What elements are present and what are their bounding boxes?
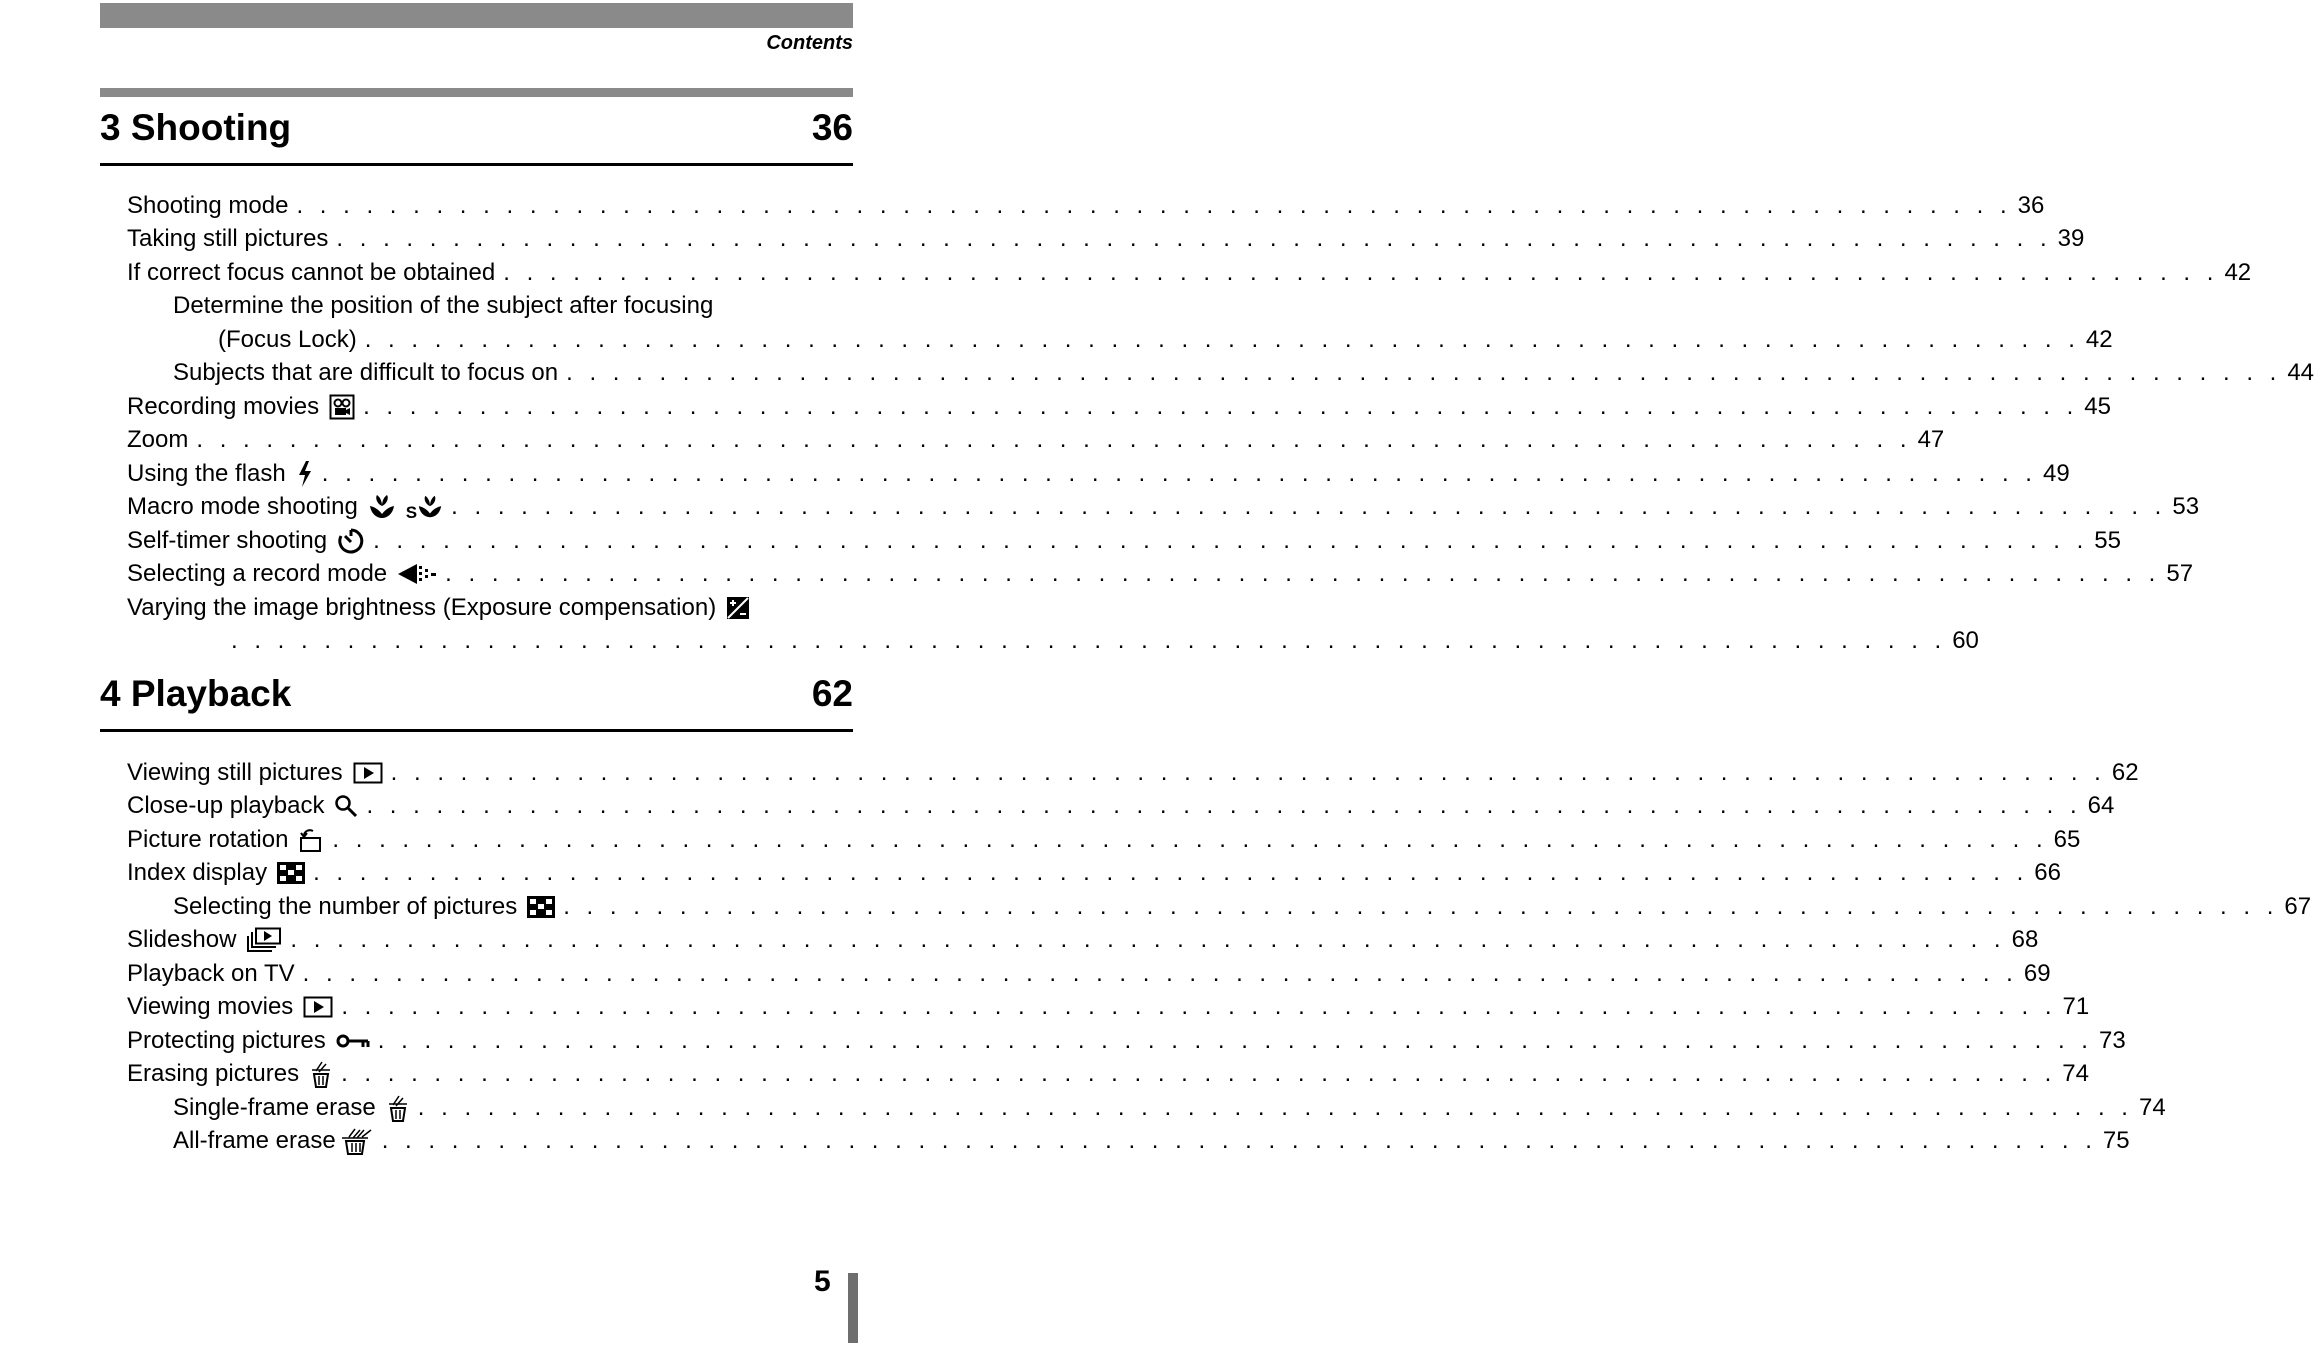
header-bar [100, 3, 853, 28]
entry-page: 42 [2085, 325, 2113, 353]
toc-subentry[interactable] [127, 1125, 2130, 1159]
dot-leader: . . . . . . . . . . . . . . . . . . . . . . . . . . . . . . . . . . . . . . . . . . . . . . . . . . . . . . . . . . . . . . . . . . . . . . . . . . [341, 993, 2057, 1021]
entry-page: 66 [2034, 859, 2061, 887]
entry-page: 45 [2084, 392, 2111, 420]
playback-icon [353, 762, 383, 784]
entry-label: Zoom [127, 426, 189, 454]
toc-list-playback [127, 756, 2312, 1158]
playback-icon [303, 996, 333, 1018]
flash-icon [296, 460, 314, 488]
entry-page: 62 [2111, 758, 2139, 786]
entry-page: 65 [2053, 825, 2081, 853]
record-mode-icon [397, 562, 437, 586]
dot-leader: . . . . . . . . . . . . . . . . . . . . . . . . . . . . . . . . . . . . . . . . . . . . . . . . . . . . . . . . . . . . . . . . . . . . . . . . . . [373, 526, 2089, 554]
entry-label: Subjects that are difficult to focus on [173, 359, 559, 387]
dot-leader: . . . . . . . . . . . . . . . . . . . . . . . . . . . . . . . . . . . . . . . . . . . . . . . . . . . . . . . . . . . . . . . . . . . . . . . . . . [196, 426, 1912, 454]
entry-page: 49 [2042, 459, 2070, 487]
toc-entry[interactable] [127, 1024, 2126, 1058]
toc-entry[interactable] [127, 189, 2045, 223]
macro-icon [368, 494, 396, 520]
toc-entry[interactable] [127, 790, 2115, 824]
toc-entry[interactable] [127, 857, 2061, 891]
entry-label: Determine the position of the subject after focusing [173, 292, 714, 320]
toc-list-shooting [127, 189, 2314, 658]
dot-leader: . . . . . . . . . . . . . . . . . . . . . . . . . . . . . . . . . . . . . . . . . . . . . . . . . . . . . . . . . . . . . . . . . . . . . . . . . . [366, 792, 2082, 820]
dot-leader: . . . . . . . . . . . . . . . . . . . . . . . . . . . . . . . . . . . . . . . . . . . . . . . . . . . . . . . . . . . . . . . . . . . . . . . . . . [302, 959, 2018, 987]
entry-label: Playback on TV [127, 959, 295, 987]
entry-page: 75 [2102, 1127, 2130, 1155]
exposure-compensation-icon [726, 596, 750, 620]
section-page-number: 36 [811, 107, 853, 148]
entry-page: 74 [2062, 1060, 2089, 1088]
toc-entry[interactable] [127, 223, 2085, 257]
toc-subentry[interactable] [127, 357, 2314, 391]
dot-leader: . . . . . . . . . . . . . . . . . . . . . . . . . . . . . . . . . . . . . . . . . . . . . . . . . . . . . . . . . . . . . . . . . . . . . . . . . . [451, 493, 2167, 521]
toc-entry[interactable] [127, 524, 2121, 558]
entry-label: Selecting the number of pictures [173, 892, 518, 920]
header-label: Contents [766, 32, 853, 54]
toc-entry[interactable] [127, 256, 2252, 290]
entry-label: (Focus Lock) [218, 325, 357, 353]
dot-leader: . . . . . . . . . . . . . . . . . . . . . . . . . . . . . . . . . . . . . . . . . . . . . . . . . . . . . . . . . . . . . . . . . . . . . . . . . . [364, 325, 2080, 353]
dot-leader: . . . . . . . . . . . . . . . . . . . . . . . . . . . . . . . . . . . . . . . . . . . . . . . . . . . . . . . . . . . . . . . . . . . . . . . . . . [296, 191, 2012, 219]
toc-entry[interactable] [127, 424, 1945, 458]
key-icon [336, 1031, 370, 1051]
toc-subentry[interactable] [127, 323, 2113, 357]
entry-page: 53 [2172, 493, 2200, 521]
dot-leader: . . . . . . . . . . . . . . . . . . . . . . . . . . . . . . . . . . . . . . . . . . . . . . . . . . . . . . . . . . . . . . . . . . . . . . . . . . [336, 225, 2052, 253]
toc-entry[interactable] [127, 957, 2051, 991]
entry-page: 73 [2098, 1026, 2126, 1054]
section-heading-shooting [100, 94, 853, 166]
self-timer-icon [337, 527, 365, 555]
entry-label: If correct focus cannot be obtained [127, 258, 496, 286]
entry-page: 74 [2138, 1093, 2166, 1121]
entry-label: Macro mode shooting [127, 493, 358, 521]
entry-label: Varying the image brightness (Exposure compensation) [127, 593, 717, 621]
super-macro-letter: S [405, 502, 418, 522]
toc-subentry[interactable] [127, 890, 2312, 924]
entry-label: Taking still pictures [127, 225, 329, 253]
toc-entry[interactable] [127, 491, 2200, 525]
toc-entry[interactable] [127, 823, 2081, 857]
entry-label: Close-up playback [127, 792, 325, 820]
erase-all-icon [340, 1127, 374, 1155]
dot-leader: . . . . . . . . . . . . . . . . . . . . . . . . . . . . . . . . . . . . . . . . . . . . . . . . . . . . . . . . . . . . . . . . . . . . . . . . . . [321, 459, 2037, 487]
dot-leader: . . . . . . . . . . . . . . . . . . . . . . . . . . . . . . . . . . . . . . . . . . . . . . . . . . . . . . . . . . . . . . . . . . . . . . . . . . [332, 825, 2048, 853]
toc-entry[interactable] [127, 756, 2139, 790]
entry-page: 69 [2023, 959, 2051, 987]
entry-label: Selecting a record mode [127, 560, 388, 588]
index-icon [277, 862, 305, 884]
dot-leader: . . . . . . . . . . . . . . . . . . . . . . . . . . . . . . . . . . . . . . . . . . . . . . . . . . . . . . . . . . . . . . . . . . . . . . . . . . [290, 926, 2006, 954]
section-heading-playback [100, 660, 853, 732]
dot-leader: . . . . . . . . . . . . . . . . . . . . . . . . . . . . . . . . . . . . . . . . . . . . . . . . . . . . . . . . . . . . . . . . . . . . . . . . . . [390, 758, 2106, 786]
toc-subentry[interactable] [127, 290, 853, 324]
entry-label: Erasing pictures [127, 1060, 300, 1088]
entry-page: 60 [1952, 627, 1979, 655]
entry-label: Shooting mode [127, 191, 289, 219]
entry-page: 36 [2017, 191, 2045, 219]
entry-label: Viewing movies [127, 993, 294, 1021]
entry-label: Self-timer shooting [127, 526, 328, 554]
section-title: 3 Shooting [100, 107, 292, 148]
slideshow-icon [246, 927, 282, 953]
toc-entry[interactable] [127, 924, 2039, 958]
entry-page: 55 [2094, 526, 2121, 554]
dot-leader: . . . . . . . . . . . . . . . . . . . . . . . . . . . . . . . . . . . . . . . . . . . . . . . . . . . . . . . . . . . . . . . . . . . . . . . . . . [231, 627, 1947, 655]
dot-leader: . . . . . . . . . . . . . . . . . . . . . . . . . . . . . . . . . . . . . . . . . . . . . . . . . . . . . . . . . . . . . . . . . . . . . . . . . . [377, 1026, 2093, 1054]
index-icon [527, 896, 555, 918]
entry-label: All-frame erase [173, 1127, 336, 1155]
page-number: 5 [814, 1265, 831, 1298]
entry-label: Using the flash [127, 459, 286, 487]
entry-label: Picture rotation [127, 825, 289, 853]
toc-entry[interactable] [127, 390, 2111, 424]
rotate-icon [298, 827, 324, 853]
entry-page: 42 [2224, 258, 2252, 286]
entry-page: 64 [2087, 792, 2115, 820]
toc-subentry[interactable] [127, 1091, 2166, 1125]
dot-leader: . . . . . . . . . . . . . . . . . . . . . . . . . . . . . . . . . . . . . . . . . . . . . . . . . . . . . . . . . . . . . . . . . . . . . . . . . . [563, 892, 2279, 920]
entry-page: 67 [2284, 892, 2312, 920]
dot-leader: . . . . . . . . . . . . . . . . . . . . . . . . . . . . . . . . . . . . . . . . . . . . . . . . . . . . . . . . . . . . . . . . . . . . . . . . . . [503, 258, 2219, 286]
entry-label: Recording movies [127, 392, 320, 420]
entry-label: Single-frame erase [173, 1093, 376, 1121]
entry-page: 68 [2011, 926, 2039, 954]
dot-leader: . . . . . . . . . . . . . . . . . . . . . . . . . . . . . . . . . . . . . . . . . . . . . . . . . . . . . . . . . . . . . . . . . . . . . . . . . . [566, 359, 2282, 387]
dot-leader: . . . . . . . . . . . . . . . . . . . . . . . . . . . . . . . . . . . . . . . . . . . . . . . . . . . . . . . . . . . . . . . . . . . . . . . . . . [341, 1060, 2057, 1088]
entry-label: Protecting pictures [127, 1026, 326, 1054]
toc-entry[interactable] [127, 457, 2070, 491]
toc-entry[interactable] [127, 1058, 2089, 1092]
toc-entry[interactable] [127, 991, 2090, 1025]
toc-entry-continuation[interactable] [127, 625, 1979, 659]
entry-page: 44 [2287, 359, 2314, 387]
toc-entry[interactable] [127, 591, 853, 625]
dot-leader: . . . . . . . . . . . . . . . . . . . . . . . . . . . . . . . . . . . . . . . . . . . . . . . . . . . . . . . . . . . . . . . . . . . . . . . . . . [313, 859, 2029, 887]
dot-leader: . . . . . . . . . . . . . . . . . . . . . . . . . . . . . . . . . . . . . . . . . . . . . . . . . . . . . . . . . . . . . . . . . . . . . . . . . . [445, 560, 2161, 588]
entry-page: 47 [1917, 426, 1945, 454]
entry-page: 57 [2166, 560, 2194, 588]
toc-entry[interactable] [127, 558, 2194, 592]
super-macro-icon [406, 494, 443, 521]
magnify-icon [334, 794, 358, 818]
section-title: 4 Playback [100, 673, 292, 714]
entry-label: Slideshow [127, 926, 237, 954]
movie-icon [329, 394, 355, 420]
entry-label: Viewing still pictures [127, 758, 343, 786]
dot-leader: . . . . . . . . . . . . . . . . . . . . . . . . . . . . . . . . . . . . . . . . . . . . . . . . . . . . . . . . . . . . . . . . . . . . . . . . . . [363, 392, 2079, 420]
dot-leader: . . . . . . . . . . . . . . . . . . . . . . . . . . . . . . . . . . . . . . . . . . . . . . . . . . . . . . . . . . . . . . . . . . . . . . . . . . [381, 1127, 2097, 1155]
section-page-number: 62 [811, 673, 853, 714]
entry-page: 71 [2062, 993, 2090, 1021]
page-edge-tab [848, 1273, 858, 1343]
erase-icon [386, 1094, 410, 1122]
erase-icon [309, 1060, 333, 1088]
dot-leader: . . . . . . . . . . . . . . . . . . . . . . . . . . . . . . . . . . . . . . . . . . . . . . . . . . . . . . . . . . . . . . . . . . . . . . . . . . [417, 1093, 2133, 1121]
entry-label: Index display [127, 859, 268, 887]
entry-page: 39 [2057, 225, 2085, 253]
